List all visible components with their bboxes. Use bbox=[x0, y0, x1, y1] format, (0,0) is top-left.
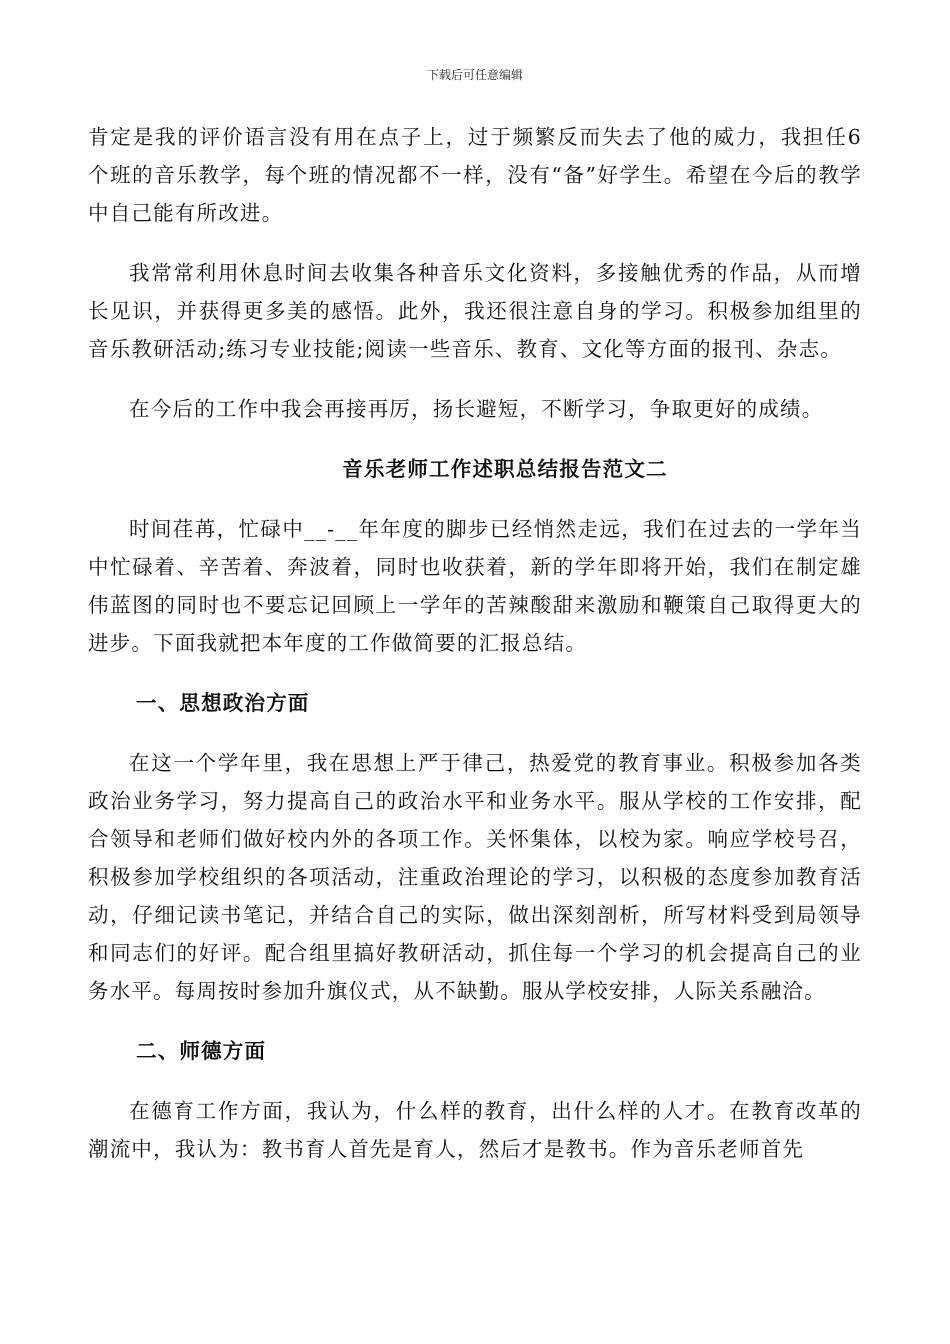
page-header: 下载后可任意编辑 bbox=[426, 68, 523, 82]
paragraph-3: 在今后的工作中我会再接再厉，扬长避短，不断学习，争取更好的成绩。 bbox=[129, 397, 824, 421]
paragraph-4: 时间荏苒，忙碌中__-__年年度的脚步已经悄然走远，我们在过去的一学年当中忙碌着、辛苦着、奔波着，同时也收获着，新的学年即将开始，我们在制定雄伟蓝图的同时也不要忘记回顾上一学年的苦辣酸甜来激励和鞭策自己取得更大的进步。下面我就把本年度的工作做简要的汇报总结。 bbox=[88, 517, 862, 655]
section-title: 音乐老师工作述职总结报告范文二 bbox=[342, 457, 668, 481]
paragraph-1: 肯定是我的评价语言没有用在点子上，过于频繁反而失去了他的威力，我担任6 个班的音乐教学，每个班的情况都不一样，没有“备”好学生。希望在今后的教学中自己能有所改进。 bbox=[88, 125, 862, 225]
paragraph-5: 在这一个学年里，我在思想上严于律己，热爱党的教育事业。积极参加各类政治业务学习，努力提高自己的政治水平和业务水平。服从学校的工作安排，配合领导和老师们做好校内外的各项工作。关怀集体，以校为家。响应学校号召，积极参加学校组织的各项活动，注重政治理论的学习，以积极的态度参加教育活动，仔细记读书笔记，并结合自己的实际，做出深刻剖析，所写材料受到局领导和同志们的好评。配合组里搞好教研活动，抓住每一个学习的机会提高自己的业务水平。每周按时参加升旗仪式，从不缺勤。服从学校安排，人际关系融洽。 bbox=[88, 751, 862, 1003]
paragraph-2: 我常常利用休息时间去收集各种音乐文化资料，多接触优秀的作品，从而增长见识，并获得更多美的感悟。此外，我还很注意自身的学习。积极参加组里的音乐教研活动;练习专业技能;阅读一些音乐、教育、文化等方面的报刊、杂志。 bbox=[88, 261, 862, 361]
document-body bbox=[88, 118, 862, 1168]
heading-ideology: 一、思想政治方面 bbox=[136, 691, 310, 715]
heading-ethics: 二、师德方面 bbox=[136, 1039, 267, 1063]
paragraph-6: 在德育工作方面，我认为，什么样的教育，出什么样的人才。在教育改革的潮流中，我认为：教书育人首先是育人，然后才是教书。作为音乐老师首先 bbox=[88, 1099, 862, 1161]
